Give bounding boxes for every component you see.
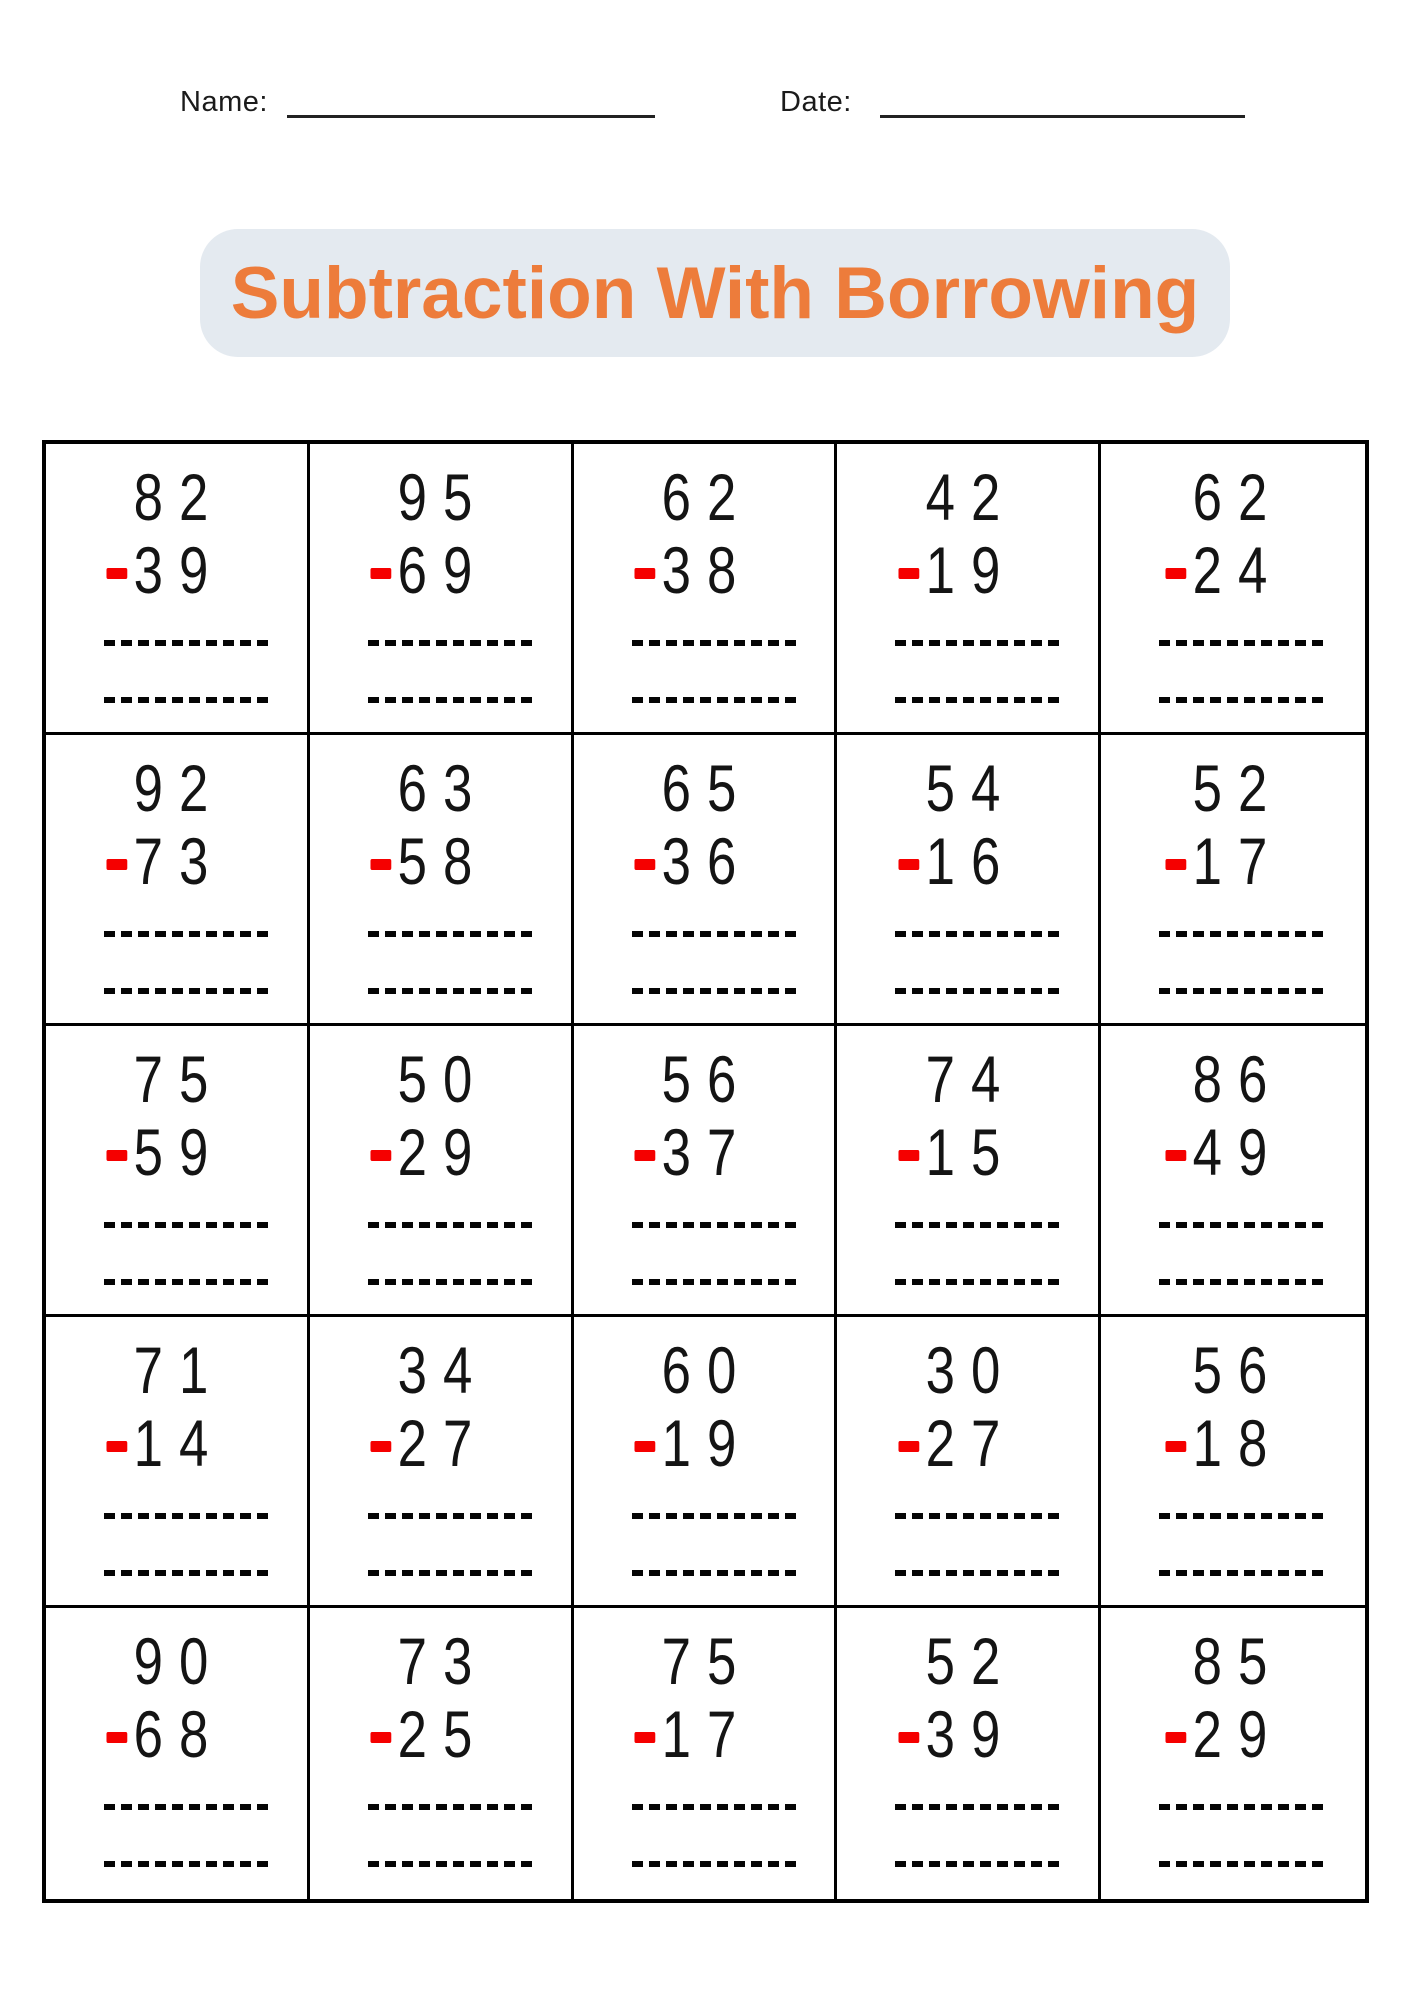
minuend-number: 54 xyxy=(925,751,1017,825)
answer-line-1[interactable] xyxy=(1159,931,1327,937)
answer-line-1[interactable] xyxy=(104,1513,272,1519)
answer-line-1[interactable] xyxy=(368,640,536,646)
subtrahend-row: 15 xyxy=(837,1121,1098,1183)
subtrahend-row: 69 xyxy=(310,539,571,601)
minuend-number: 85 xyxy=(1192,1624,1283,1698)
subtrahend-row: 39 xyxy=(46,539,307,601)
answer-line-1[interactable] xyxy=(632,1513,800,1519)
answer-line-1[interactable] xyxy=(895,640,1063,646)
answer-line-2[interactable] xyxy=(895,1279,1063,1285)
date-blank-line[interactable] xyxy=(880,115,1245,118)
minus-icon xyxy=(1165,1441,1186,1452)
subtrahend-row: 59 xyxy=(46,1121,307,1183)
minus-icon xyxy=(107,859,128,870)
minus-icon xyxy=(107,1732,128,1743)
answer-line-1[interactable] xyxy=(1159,1513,1327,1519)
answer-line-2[interactable] xyxy=(895,1570,1063,1576)
subtrahend-row: 68 xyxy=(46,1703,307,1765)
answer-line-2[interactable] xyxy=(104,697,272,703)
problem-cell-3 xyxy=(574,444,838,735)
answer-line-2[interactable] xyxy=(104,1861,272,1867)
answer-line-1[interactable] xyxy=(632,640,800,646)
minuend-number: 56 xyxy=(661,1042,753,1116)
problem-cell-20 xyxy=(1101,1317,1365,1608)
problem-cell-15 xyxy=(1101,1026,1365,1317)
minus-icon xyxy=(898,568,919,579)
minuend-number: 86 xyxy=(1192,1042,1283,1116)
answer-line-2[interactable] xyxy=(1159,1570,1327,1576)
date-label: Date: xyxy=(780,86,852,118)
minus-icon xyxy=(634,568,655,579)
answer-line-1[interactable] xyxy=(895,1804,1063,1810)
problem-cell-10 xyxy=(1101,735,1365,1026)
minuend-number: 63 xyxy=(397,751,489,825)
answer-line-2[interactable] xyxy=(1159,1279,1327,1285)
problem-cell-7 xyxy=(310,735,574,1026)
answer-line-1[interactable] xyxy=(632,1804,800,1810)
answer-line-1[interactable] xyxy=(1159,1222,1327,1228)
problem-cell-22 xyxy=(310,1608,574,1899)
minus-icon xyxy=(371,1441,392,1452)
minuend-number: 65 xyxy=(661,751,753,825)
minuend-number: 62 xyxy=(1192,460,1283,534)
subtrahend-row: 27 xyxy=(837,1412,1098,1474)
minuend-number: 52 xyxy=(925,1624,1017,1698)
problem-cell-5 xyxy=(1101,444,1365,735)
minus-icon xyxy=(107,568,128,579)
problem-cell-6 xyxy=(46,735,310,1026)
minuend-number: 90 xyxy=(134,1624,225,1698)
problem-cell-17 xyxy=(310,1317,574,1608)
answer-line-1[interactable] xyxy=(368,1804,536,1810)
problem-cell-21 xyxy=(46,1608,310,1899)
minuend-number: 75 xyxy=(661,1624,753,1698)
answer-line-2[interactable] xyxy=(895,697,1063,703)
subtrahend-row: 29 xyxy=(1101,1703,1365,1765)
subtrahend-row: 36 xyxy=(574,830,835,892)
subtrahend-row: 19 xyxy=(574,1412,835,1474)
minuend-number: 92 xyxy=(134,751,225,825)
minus-icon xyxy=(107,1441,128,1452)
subtrahend-row: 29 xyxy=(310,1121,571,1183)
minus-icon xyxy=(371,1732,392,1743)
subtrahend-row: 39 xyxy=(837,1703,1098,1765)
minus-icon xyxy=(898,1150,919,1161)
minus-icon xyxy=(371,859,392,870)
answer-line-1[interactable] xyxy=(632,1222,800,1228)
subtrahend-row: 58 xyxy=(310,830,571,892)
answer-line-1[interactable] xyxy=(368,1513,536,1519)
minus-icon xyxy=(898,859,919,870)
minuend-number: 60 xyxy=(661,1333,753,1407)
minuend-number: 74 xyxy=(925,1042,1017,1116)
subtrahend-row: 37 xyxy=(574,1121,835,1183)
minuend-number: 95 xyxy=(397,460,489,534)
subtrahend-row: 19 xyxy=(837,539,1098,601)
minuend-number: 34 xyxy=(397,1333,489,1407)
answer-line-2[interactable] xyxy=(895,988,1063,994)
answer-line-2[interactable] xyxy=(1159,697,1327,703)
problem-cell-9 xyxy=(837,735,1101,1026)
subtrahend-row: 25 xyxy=(310,1703,571,1765)
minuend-number: 50 xyxy=(397,1042,489,1116)
answer-line-1[interactable] xyxy=(104,640,272,646)
minuend-number: 56 xyxy=(1192,1333,1283,1407)
subtrahend-row: 73 xyxy=(46,830,307,892)
minus-icon xyxy=(371,1150,392,1161)
problems-grid xyxy=(42,440,1369,1903)
problem-cell-23 xyxy=(574,1608,838,1899)
minuend-number: 62 xyxy=(661,460,753,534)
answer-line-2[interactable] xyxy=(104,988,272,994)
problem-cell-14 xyxy=(837,1026,1101,1317)
subtrahend-row: 27 xyxy=(310,1412,571,1474)
answer-line-1[interactable] xyxy=(632,931,800,937)
answer-line-1[interactable] xyxy=(104,1804,272,1810)
problem-cell-4 xyxy=(837,444,1101,735)
subtrahend-row: 16 xyxy=(837,830,1098,892)
answer-line-1[interactable] xyxy=(895,1513,1063,1519)
answer-line-1[interactable] xyxy=(1159,1804,1327,1810)
answer-line-2[interactable] xyxy=(632,988,800,994)
answer-line-2[interactable] xyxy=(1159,988,1327,994)
answer-line-1[interactable] xyxy=(1159,640,1327,646)
answer-line-1[interactable] xyxy=(104,931,272,937)
minus-icon xyxy=(634,1441,655,1452)
problem-cell-16 xyxy=(46,1317,310,1608)
minus-icon xyxy=(898,1441,919,1452)
subtrahend-row: 17 xyxy=(1101,830,1365,892)
subtrahend-row: 14 xyxy=(46,1412,307,1474)
answer-line-2[interactable] xyxy=(104,1279,272,1285)
subtrahend-row: 17 xyxy=(574,1703,835,1765)
subtrahend-row: 49 xyxy=(1101,1121,1365,1183)
problem-cell-13 xyxy=(574,1026,838,1317)
subtrahend-row: 24 xyxy=(1101,539,1365,601)
minuend-number: 82 xyxy=(134,460,225,534)
minuend-number: 75 xyxy=(134,1042,225,1116)
answer-line-2[interactable] xyxy=(1159,1861,1327,1867)
minus-icon xyxy=(634,859,655,870)
subtrahend-row: 18 xyxy=(1101,1412,1365,1474)
minus-icon xyxy=(634,1150,655,1161)
answer-line-2[interactable] xyxy=(368,1861,536,1867)
problem-cell-24 xyxy=(837,1608,1101,1899)
answer-line-2[interactable] xyxy=(632,1570,800,1576)
problem-cell-1 xyxy=(46,444,310,735)
problem-cell-25 xyxy=(1101,1608,1365,1899)
title-badge xyxy=(200,229,1230,357)
minus-icon xyxy=(898,1732,919,1743)
problem-cell-12 xyxy=(310,1026,574,1317)
minus-icon xyxy=(107,1150,128,1161)
answer-line-2[interactable] xyxy=(895,1861,1063,1867)
minus-icon xyxy=(1165,1150,1186,1161)
answer-line-1[interactable] xyxy=(895,931,1063,937)
minuend-number: 42 xyxy=(925,460,1017,534)
minuend-number: 52 xyxy=(1192,751,1283,825)
answer-line-2[interactable] xyxy=(632,1279,800,1285)
answer-line-1[interactable] xyxy=(368,1222,536,1228)
minus-icon xyxy=(634,1732,655,1743)
minus-icon xyxy=(1165,859,1186,870)
answer-line-2[interactable] xyxy=(368,1279,536,1285)
answer-line-2[interactable] xyxy=(632,1861,800,1867)
name-label: Name: xyxy=(180,86,268,118)
minus-icon xyxy=(1165,568,1186,579)
problem-cell-11 xyxy=(46,1026,310,1317)
minuend-number: 73 xyxy=(397,1624,489,1698)
minuend-number: 71 xyxy=(134,1333,225,1407)
answer-line-2[interactable] xyxy=(368,1570,536,1576)
problem-cell-19 xyxy=(837,1317,1101,1608)
problem-cell-8 xyxy=(574,735,838,1026)
answer-line-2[interactable] xyxy=(368,988,536,994)
answer-line-1[interactable] xyxy=(104,1222,272,1228)
answer-line-2[interactable] xyxy=(104,1570,272,1576)
answer-line-1[interactable] xyxy=(895,1222,1063,1228)
name-blank-line[interactable] xyxy=(287,115,655,118)
page-title: Subtraction With Borrowing xyxy=(230,252,1200,334)
problem-cell-2 xyxy=(310,444,574,735)
minuend-number: 30 xyxy=(925,1333,1017,1407)
answer-line-2[interactable] xyxy=(632,697,800,703)
problem-cell-18 xyxy=(574,1317,838,1608)
minus-icon xyxy=(1165,1732,1186,1743)
answer-line-1[interactable] xyxy=(368,931,536,937)
minus-icon xyxy=(371,568,392,579)
answer-line-2[interactable] xyxy=(368,697,536,703)
subtrahend-row: 38 xyxy=(574,539,835,601)
